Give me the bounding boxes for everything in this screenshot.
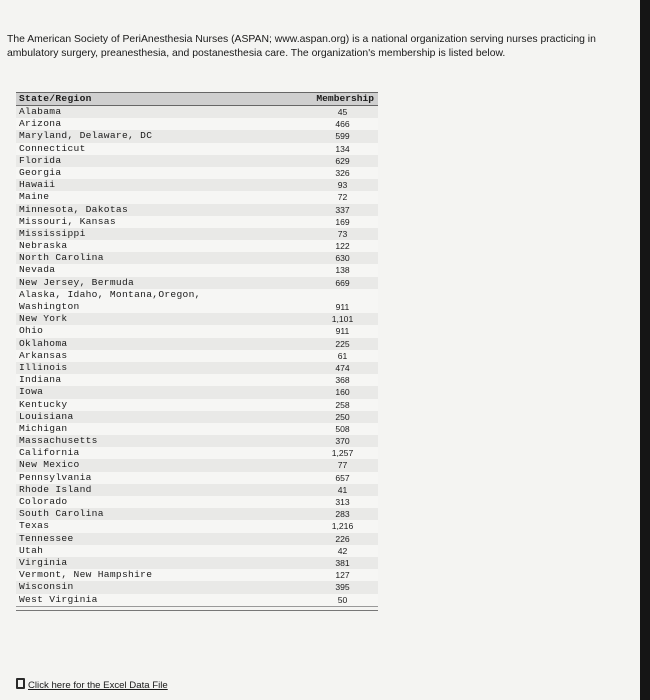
table-row <box>16 143 378 155</box>
table-row <box>16 155 378 167</box>
membership-cell: 160 <box>335 387 350 398</box>
table-row <box>16 447 378 459</box>
table-row <box>16 374 378 386</box>
membership-cell: 93 <box>337 180 348 191</box>
state-cell: California <box>19 447 80 459</box>
table-row <box>16 459 378 471</box>
membership-cell: 911 <box>335 302 350 312</box>
state-cell: North Carolina <box>19 252 104 264</box>
table-row <box>16 338 378 350</box>
state-cell: Tennessee <box>19 532 74 544</box>
membership-cell: 466 <box>335 119 350 130</box>
state-cell: Indiana <box>19 374 62 386</box>
state-cell: South Carolina <box>19 508 104 520</box>
table-row <box>16 252 378 264</box>
state-cell: Rhode Island <box>19 483 92 495</box>
membership-cell: 41 <box>337 484 348 495</box>
state-cell: Wisconsin <box>19 581 74 593</box>
state-cell: New York <box>19 313 68 325</box>
table-row <box>16 118 378 130</box>
state-cell: Pennsylvania <box>19 471 92 483</box>
table-row <box>16 106 378 118</box>
state-cell: Maryland, Delaware, DC <box>19 130 153 142</box>
state-cell: Georgia <box>19 166 62 178</box>
table-row <box>16 325 378 337</box>
table-row <box>16 435 378 447</box>
table-row <box>16 423 378 435</box>
state-cell: Missouri, Kansas <box>19 215 116 227</box>
state-cell: Alabama <box>19 106 62 117</box>
table-row <box>16 399 378 411</box>
state-cell: Hawaii <box>19 179 56 191</box>
membership-cell: 283 <box>335 509 350 520</box>
membership-cell: 1,216 <box>331 521 354 532</box>
membership-cell: 258 <box>335 399 350 410</box>
membership-cell: 669 <box>335 277 350 288</box>
excel-data-link[interactable]: Click here for the Excel Data File <box>28 680 168 691</box>
table-row <box>16 508 378 520</box>
table-row <box>16 472 378 484</box>
membership-cell: 61 <box>337 350 348 361</box>
state-cell: Illinois <box>19 361 68 373</box>
membership-cell: 337 <box>335 204 350 215</box>
table-row <box>16 533 378 545</box>
state-cell: Iowa <box>19 386 44 398</box>
state-cell: Minnesota, Dakotas <box>19 203 129 215</box>
membership-cell: 599 <box>335 131 350 142</box>
membership-cell: 122 <box>335 241 350 252</box>
state-cell: Utah <box>19 544 44 556</box>
table-row <box>16 228 378 240</box>
state-cell: Alaska, Idaho, Montana,Oregon, Washington <box>19 288 201 313</box>
membership-cell: 629 <box>335 155 350 166</box>
table-row <box>16 557 378 569</box>
state-cell: Mississippi <box>19 227 86 239</box>
membership-cell: 138 <box>335 265 350 276</box>
membership-cell: 134 <box>335 143 350 154</box>
excel-file-icon[interactable] <box>16 678 25 689</box>
membership-cell: 250 <box>335 411 350 422</box>
membership-cell: 657 <box>335 472 350 483</box>
table-row <box>16 313 378 325</box>
table-row <box>16 569 378 581</box>
membership-cell: 225 <box>335 338 350 349</box>
column-header-state: State/Region <box>19 93 92 104</box>
state-cell: Texas <box>19 520 50 532</box>
table-row <box>16 240 378 252</box>
state-cell: Ohio <box>19 325 44 337</box>
membership-cell: 313 <box>335 497 350 508</box>
membership-cell: 326 <box>335 167 350 178</box>
membership-cell: 474 <box>335 362 350 373</box>
membership-cell: 630 <box>335 253 350 264</box>
column-header-membership: Membership <box>316 93 374 104</box>
table-row <box>16 411 378 423</box>
membership-cell: 1,101 <box>331 314 354 325</box>
table-row <box>16 216 378 228</box>
table-row <box>16 362 378 374</box>
table-row <box>16 386 378 398</box>
dark-edge <box>640 0 650 700</box>
state-cell: Nevada <box>19 264 56 276</box>
membership-cell: 395 <box>335 582 350 593</box>
state-cell: Connecticut <box>19 142 86 154</box>
table-row <box>16 581 378 593</box>
membership-cell: 508 <box>335 423 350 434</box>
membership-cell: 73 <box>337 228 348 239</box>
table-row <box>16 484 378 496</box>
table-row <box>16 594 378 606</box>
state-cell: Nebraska <box>19 240 68 252</box>
table-row <box>16 545 378 557</box>
table-row <box>16 204 378 216</box>
state-cell: Louisiana <box>19 410 74 422</box>
table-header-row <box>16 92 378 106</box>
table-row <box>16 264 378 276</box>
table-row <box>16 496 378 508</box>
membership-cell: 127 <box>335 570 350 581</box>
membership-cell: 370 <box>335 436 350 447</box>
table-row <box>16 350 378 362</box>
state-cell: Oklahoma <box>19 337 68 349</box>
state-cell: Colorado <box>19 496 68 508</box>
membership-cell: 381 <box>335 557 350 568</box>
membership-cell: 169 <box>335 216 350 227</box>
table-body <box>16 106 378 606</box>
table-bottom-rule <box>16 606 378 611</box>
state-cell: Virginia <box>19 556 68 568</box>
table-row <box>16 130 378 142</box>
table-row <box>16 179 378 191</box>
state-cell: Arizona <box>19 118 62 130</box>
membership-cell: 77 <box>337 460 348 471</box>
membership-cell: 368 <box>335 375 350 386</box>
state-cell: Vermont, New Hampshire <box>19 569 153 581</box>
intro-paragraph: The American Society of PeriAnesthesia Nurses (ASPAN; www.aspan.org) is a national organization serving nurses practicing in ambulatory surgery, preanesthesia, and postanesthesia care. The organization's membership is listed below. <box>7 34 596 59</box>
state-cell: Massachusetts <box>19 435 98 447</box>
membership-cell: 226 <box>335 533 350 544</box>
state-cell: Florida <box>19 154 62 166</box>
state-cell: Kentucky <box>19 398 68 410</box>
membership-cell: 911 <box>335 326 350 337</box>
membership-table <box>16 92 378 611</box>
state-cell: Arkansas <box>19 349 68 361</box>
state-cell: Maine <box>19 191 50 203</box>
state-cell: New Mexico <box>19 459 80 471</box>
membership-cell: 42 <box>337 545 348 556</box>
membership-cell: 1,257 <box>331 448 354 459</box>
membership-cell: 72 <box>337 192 348 203</box>
table-row <box>16 520 378 532</box>
membership-cell: 50 <box>337 594 348 605</box>
table-row <box>16 191 378 203</box>
membership-cell: 45 <box>337 107 348 117</box>
state-cell: New Jersey, Bermuda <box>19 276 135 288</box>
state-cell: West Virginia <box>19 593 98 605</box>
table-row <box>16 289 378 313</box>
table-row <box>16 277 378 289</box>
state-cell: Michigan <box>19 422 68 434</box>
table-row <box>16 167 378 179</box>
